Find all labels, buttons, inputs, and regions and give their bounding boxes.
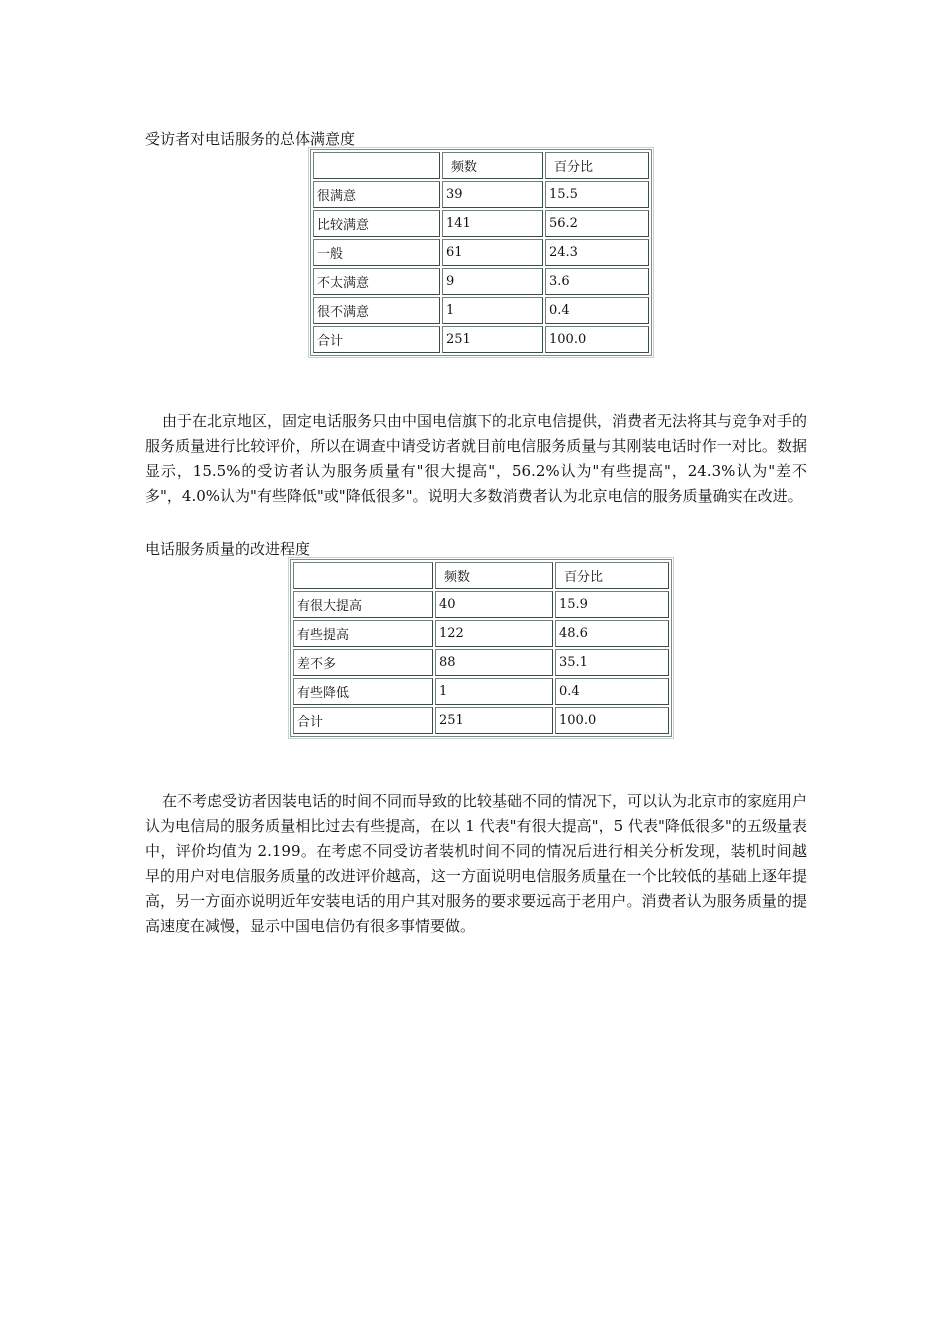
percent-cell: 100.0 <box>555 707 669 734</box>
header-cell: 百分比 <box>545 152 649 179</box>
frequency-cell: 9 <box>442 268 543 295</box>
percent-cell: 3.6 <box>545 268 649 295</box>
row-label: 比较满意 <box>313 210 440 237</box>
percent-cell: 48.6 <box>555 620 669 647</box>
table-row <box>313 239 649 266</box>
row-label: 很满意 <box>313 181 440 208</box>
table-row <box>293 649 669 676</box>
percent-cell: 100.0 <box>545 326 649 353</box>
frequency-cell: 251 <box>435 707 553 734</box>
table-row <box>293 678 669 705</box>
row-label: 合计 <box>293 707 433 734</box>
header-cell: 频数 <box>435 562 553 589</box>
percent-cell: 15.5 <box>545 181 649 208</box>
frequency-cell: 39 <box>442 181 543 208</box>
table-row <box>313 181 649 208</box>
percent-cell: 35.1 <box>555 649 669 676</box>
table2-caption: 电话服务质量的改进程度 <box>145 540 311 558</box>
row-label: 很不满意 <box>313 297 440 324</box>
frequency-cell: 122 <box>435 620 553 647</box>
row-label: 差不多 <box>293 649 433 676</box>
frequency-cell: 61 <box>442 239 543 266</box>
header-cell <box>293 562 433 589</box>
row-label: 合计 <box>313 326 440 353</box>
frequency-cell: 141 <box>442 210 543 237</box>
frequency-cell: 251 <box>442 326 543 353</box>
table-header-row <box>293 562 669 589</box>
table-total-row <box>293 707 669 734</box>
percent-cell: 24.3 <box>545 239 649 266</box>
table-row <box>293 620 669 647</box>
table-row <box>293 591 669 618</box>
row-label: 有些降低 <box>293 678 433 705</box>
frequency-cell: 1 <box>435 678 553 705</box>
improvement-table <box>290 559 672 737</box>
percent-cell: 15.9 <box>555 591 669 618</box>
satisfaction-table <box>310 149 652 356</box>
body-paragraph: 在不考虑受访者因装电话的时间不同而导致的比较基础不同的情况下，可以认为北京市的家庭用户认为电信局的服务质量相比过去有些提高，在以 1 代表"有很大提高"，5 代表"降低很多"的五级量表中，评价均值为 2.199。在考虑不同受访者装机时间不同的情况后进行相关分析发现，装机时间越早的用户对电信服务质量的改进评价越高，这一方面说明电信服务质量在一个比较低的基础上逐年提高，另一方面亦说明近年安装电话的用户其对服务的要求要远高于老用户。消费者认为服务质量的提高速度在减慢，显示中国电信仍有很多事情要做。 <box>145 792 808 935</box>
table-row <box>313 268 649 295</box>
row-label: 有些提高 <box>293 620 433 647</box>
percent-cell: 0.4 <box>545 297 649 324</box>
row-label: 有很大提高 <box>293 591 433 618</box>
table-row <box>313 210 649 237</box>
row-label: 不太满意 <box>313 268 440 295</box>
table-header-row <box>313 152 649 179</box>
frequency-cell: 88 <box>435 649 553 676</box>
percent-cell: 56.2 <box>545 210 649 237</box>
frequency-cell: 1 <box>442 297 543 324</box>
table-total-row <box>313 326 649 353</box>
header-cell: 百分比 <box>555 562 669 589</box>
table1-caption: 受访者对电话服务的总体满意度 <box>145 130 356 148</box>
percent-cell: 0.4 <box>555 678 669 705</box>
header-cell: 频数 <box>442 152 543 179</box>
header-cell <box>313 152 440 179</box>
table-row <box>313 297 649 324</box>
row-label: 一般 <box>313 239 440 266</box>
frequency-cell: 40 <box>435 591 553 618</box>
body-paragraph: 由于在北京地区，固定电话服务只由中国电信旗下的北京电信提供，消费者无法将其与竞争对手的服务质量进行比较评价，所以在调查中请受访者就目前电信服务质量与其刚装电话时作一对比。数据显示，15.5%的受访者认为服务质量有"很大提高"，56.2%认为"有些提高"，24.3%认为"差不多"，4.0%认为"有些降低"或"降低很多"。说明大多数消费者认为北京电信的服务质量确实在改进。 <box>145 412 808 505</box>
